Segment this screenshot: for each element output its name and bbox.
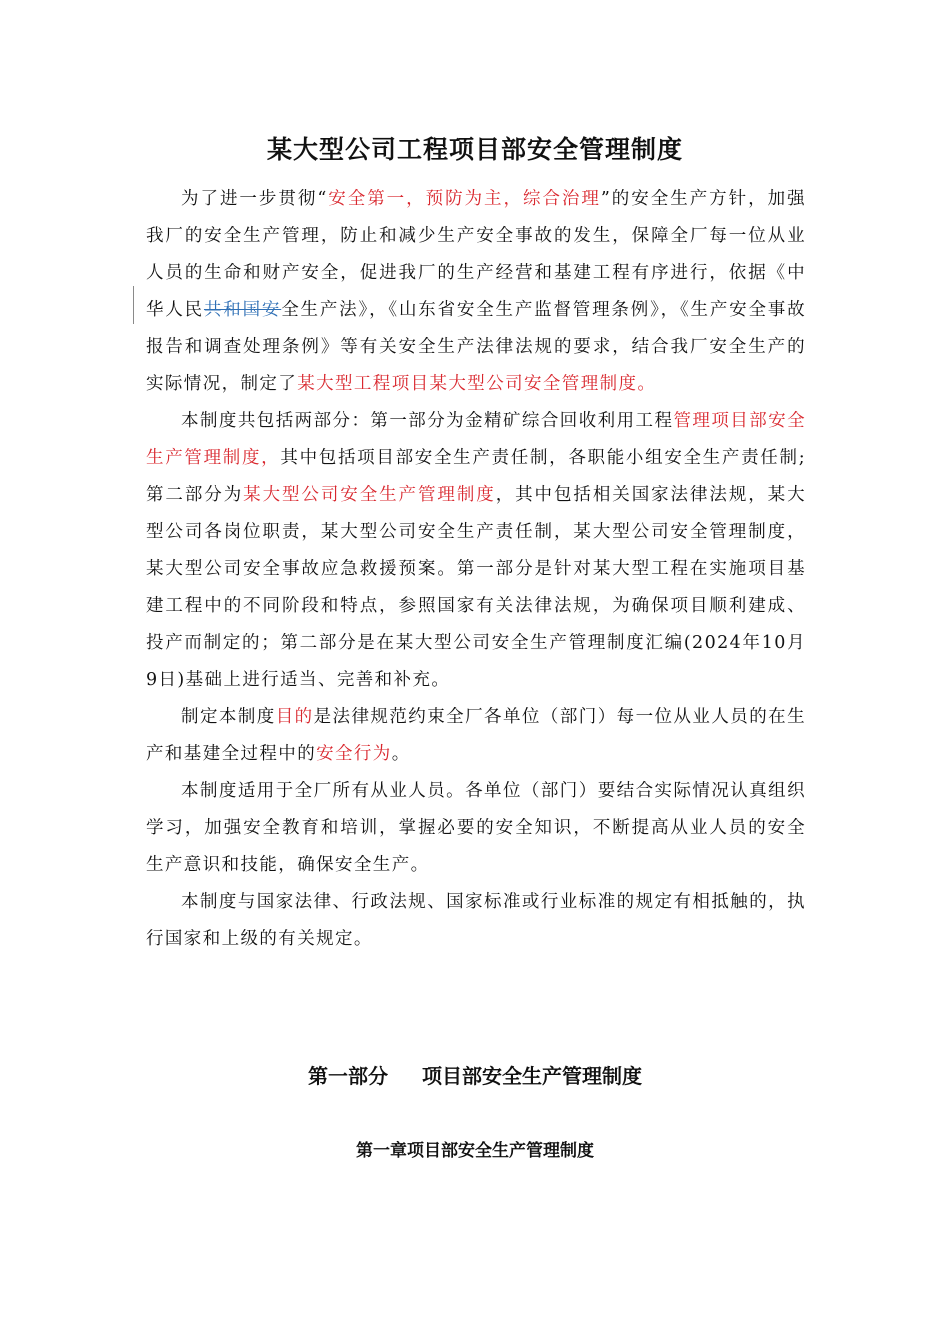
document-body [146,181,806,958]
chapter-heading: 第一章项目部安全生产管理制度 [356,1141,594,1161]
text-run: 为了进一步贯彻“ [181,189,328,209]
text-run: 全生产法》，《山东省安全生产监督管理条例》，《生产安全事故报告和调查处理条例》等有关安全生产法律法规的要求，结合我厂安全生产的实际情况，制定了 [146,300,806,394]
paragraph-intro [146,181,806,403]
part-title: 项目部安全生产管理制度 [422,1064,642,1088]
part-label: 第一部分 [308,1064,388,1088]
document-title: 某大型公司工程项目部安全管理制度 [266,135,683,164]
text-run: ，其中包括相关国家法律法规，某大型公司各岗位职责，某大型公司安全生产责任制，某大型公司安全管理制度，某大型公司安全事故应急救援预案。第一部分是针对某大型工程在实施项目基建工程中的不同阶段和特点，参照国家有关法律法规，为确保项目顺利建成、投产而制定的；第二部分是在某大型公司安全生产管理制度汇编(2024年10月9日)基础上进行适当、完善和补充。 [146,485,807,690]
paragraph-scope-parts [146,403,806,699]
highlight-safety-policy: 安全第一，预防为主，综合治理 [327,189,601,209]
text-run: 本制度共包括两部分：第一部分为金精矿综合回收利用工程 [181,411,674,431]
highlight-purpose: 目的 [275,707,314,727]
text-run: ”的安全生产方针，加强我厂的安全生产管理，防止和减少生产安全事故的发生，保障全厂每一位从业人员的生命和财产安全，促进我厂的生产经营和基建工程有序进行，依据《中华人民 [146,189,806,320]
paragraph-purpose [146,699,806,773]
text-run: 其中包括项目部安全生产责任制，各职能小组安全生产责任制;第二部分为 [146,448,806,505]
highlight-part-two: 某大型公司安全生产管理制度 [243,485,496,505]
text-run: 制定本制度 [181,707,276,727]
tracked-deletion: 共和国安 [203,300,282,320]
text-run: 是法律规范约束全厂各单位（部门）每一位从业人员的在生产和基建全过程中的 [146,707,806,764]
part-heading [0,1060,950,1089]
paragraph-conflict-rule: 本制度与国家法律、行政法规、国家标准或行业标准的规定有相抵触的，执行国家和上级的有关规定。 [146,892,806,949]
highlight-part-one: 管理项目部安全生产管理制度， [146,411,806,468]
paragraph-applicability: 本制度适用于全厂所有从业人员。各单位（部门）要结合实际情况认真组织学习，加强安全教育和培训，掌握必要的安全知识，不断提高从业人员的安全生产意识和技能，确保安全生产。 [146,781,806,875]
highlight-safe-behavior: 安全行为 [316,744,392,764]
text-run: 。 [391,744,411,764]
highlight-regulation-name: 某大型工程项目某大型公司安全管理制度。 [297,374,657,394]
revision-change-bar [133,286,134,324]
